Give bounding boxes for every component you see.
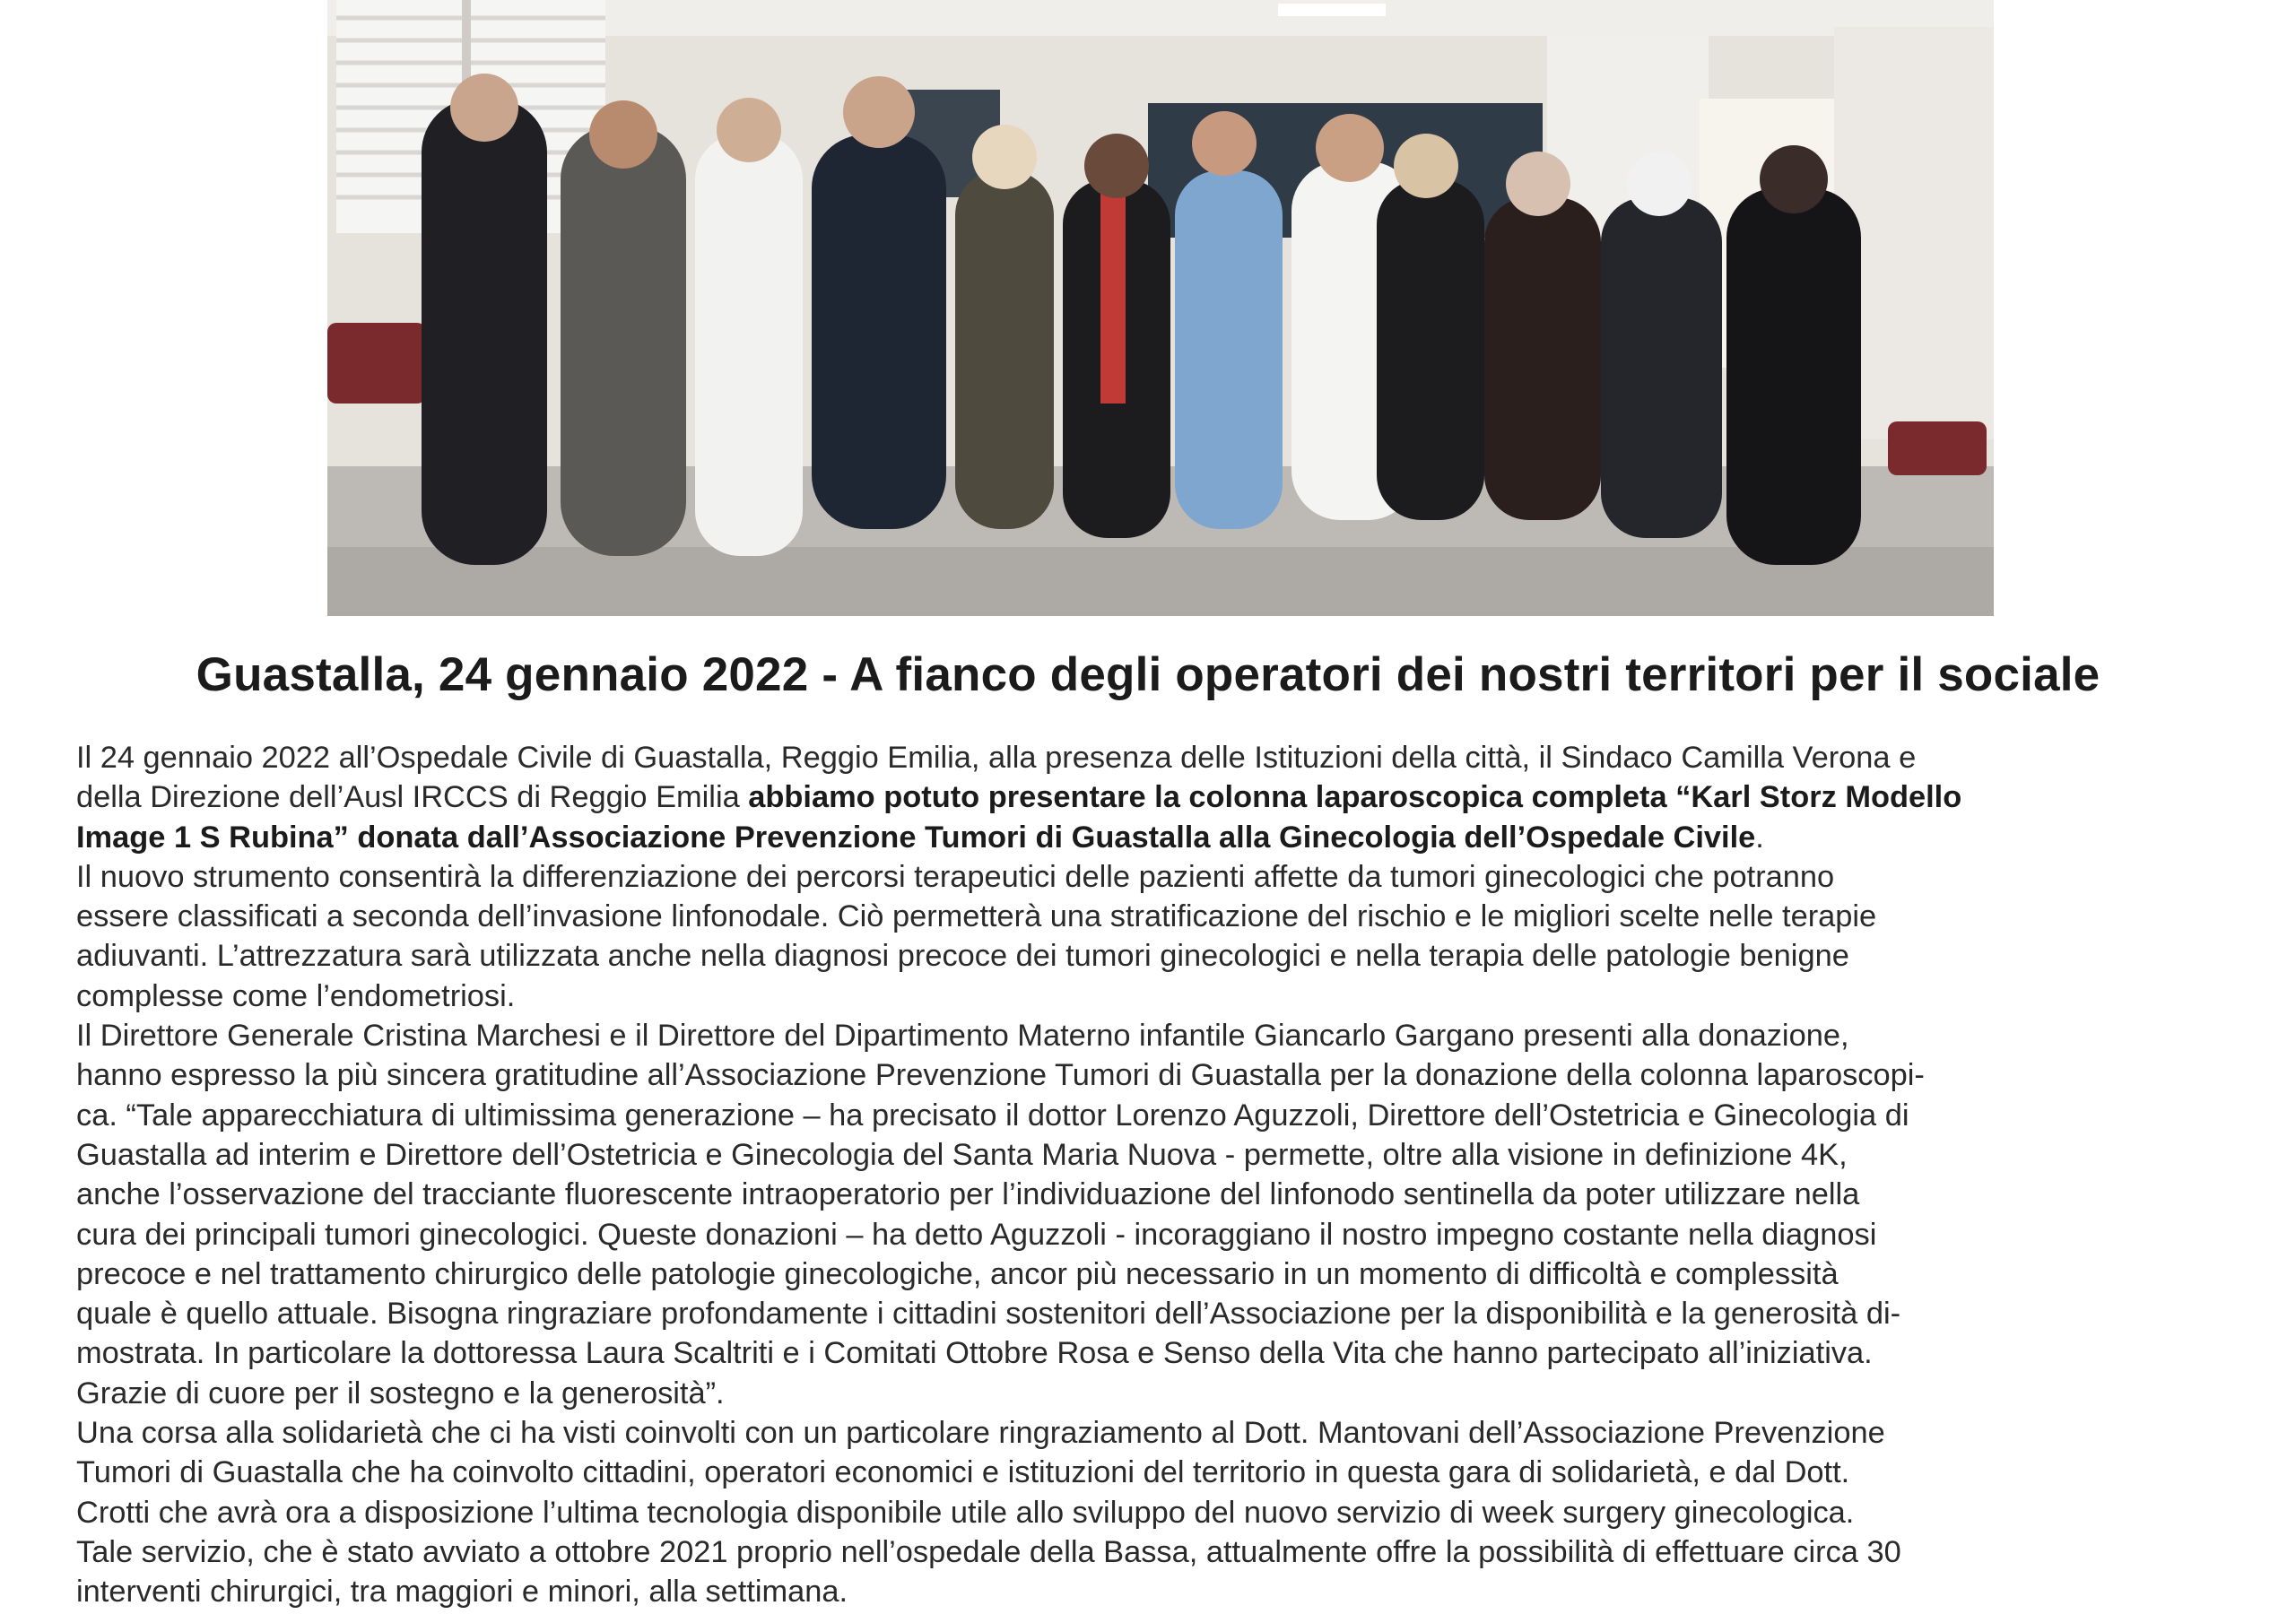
text-line: Il nuovo strumento consentirà la differenziazione dei percorsi terapeutici delle pazienti affette da tumori ginecologici che potranno [76, 859, 1835, 894]
paragraph-3 [76, 1016, 2238, 1413]
text-line: ca. “Tale apparecchiatura di ultimissima generazione – ha precisato il dottor Lorenzo Aguzzoli, Direttore dell’Ostetricia e Ginecologia di [76, 1098, 1909, 1133]
text-run: della Direzione dell’Ausl IRCCS di Reggio Emilia [76, 780, 749, 815]
headline: Guastalla, 24 gennaio 2022 - A fianco degli operatori dei nostri territori per il sociale [196, 648, 2100, 701]
text-line: essere classificati a seconda dell’invasione linfonodale. Ciò permetterà una stratificazione del rischio e le migliori scelte nelle terapie [76, 899, 1877, 934]
text-line: quale è quello attuale. Bisogna ringraziare profondamente i cittadini sostenitori dell’Associazione per la disponibilità e la generosità di- [76, 1297, 1901, 1332]
bold-text: abbiamo potuto presentare la colonna laparoscopica completa “Karl Storz Modello [748, 780, 1962, 815]
text-line: adiuvanti. L’attrezzatura sarà utilizzata anche nella diagnosi precoce dei tumori ginecologici e nella terapia delle patologie benigne [76, 939, 1849, 974]
text-line: Tale servizio, che è stato avviato a ottobre 2021 proprio nell’ospedale della Bassa, attualmente offre la possibilità di effettuare circa 30 [76, 1534, 1901, 1569]
group-photo [327, 0, 1994, 616]
text-line: complesse come l’endometriosi. [76, 978, 516, 1013]
group-photo-image [327, 0, 1994, 616]
text-line: Il 24 gennaio 2022 all’Ospedale Civile di Guastalla, Reggio Emilia, alla presenza delle Istituzioni della città, il Sindaco Camilla Verona e [76, 741, 1917, 775]
text-run: . [1755, 820, 1764, 855]
text-line: interventi chirurgici, tra maggiori e minori, alla settimana. [76, 1575, 848, 1610]
paragraph-2 [76, 857, 2238, 1016]
text-line: Una corsa alla solidarietà che ci ha visti coinvolti con un particolare ringraziamento al Dott. Mantovani dell’Associazione Prevenzione [76, 1416, 1885, 1451]
text-line: Crotti che avrà ora a disposizione l’ultima tecnologia disponibile utile allo sviluppo del nuovo servizio di week surgery ginecologica. [76, 1495, 1855, 1530]
text-line: cura dei principali tumori ginecologici. Queste donazioni – ha detto Aguzzoli - incoraggiano il nostro impegno costante nella diagnosi [76, 1217, 1877, 1252]
text-line [76, 818, 2238, 857]
article-body [76, 738, 2238, 1612]
text-line: Grazie di cuore per il sostegno e la generosità”. [76, 1376, 725, 1410]
paragraph-4 [76, 1413, 2238, 1611]
text-line: Il Direttore Generale Cristina Marchesi e il Direttore del Dipartimento Materno infantile Giancarlo Gargano presenti alla donazione, [76, 1019, 1849, 1054]
text-line [76, 777, 2238, 817]
bold-text: Image 1 S Rubina” donata dall’Associazione Prevenzione Tumori di Guastalla alla Ginecologia dell’Ospedale Civile [76, 820, 1756, 855]
text-line: mostrata. In particolare la dottoressa Laura Scaltriti e i Comitati Ottobre Rosa e Senso della Vita che hanno partecipato all’iniziativa. [76, 1336, 1873, 1371]
text-line: anche l’osservazione del tracciante fluorescente intraoperatorio per l’individuazione del linfonodo sentinella da poter utilizzare nella [76, 1177, 1860, 1212]
text-line: hanno espresso la più sincera gratitudine all’Associazione Prevenzione Tumori di Guastalla per la donazione della colonna laparoscopi- [76, 1058, 1925, 1093]
text-line: Tumori di Guastalla che ha coinvolto cittadini, operatori economici e istituzioni del territorio in questa gara di solidarietà, e dal Dott. [76, 1455, 1850, 1490]
text-line: precoce e nel trattamento chirurgico delle patologie ginecologiche, ancor più necessario in un momento di difficoltà e complessità [76, 1256, 1839, 1291]
text-line: Guastalla ad interim e Direttore dell’Ostetricia e Ginecologia del Santa Maria Nuova - permette, oltre alla visione in definizione 4K, [76, 1137, 1848, 1172]
paragraph-1 [76, 738, 2238, 857]
